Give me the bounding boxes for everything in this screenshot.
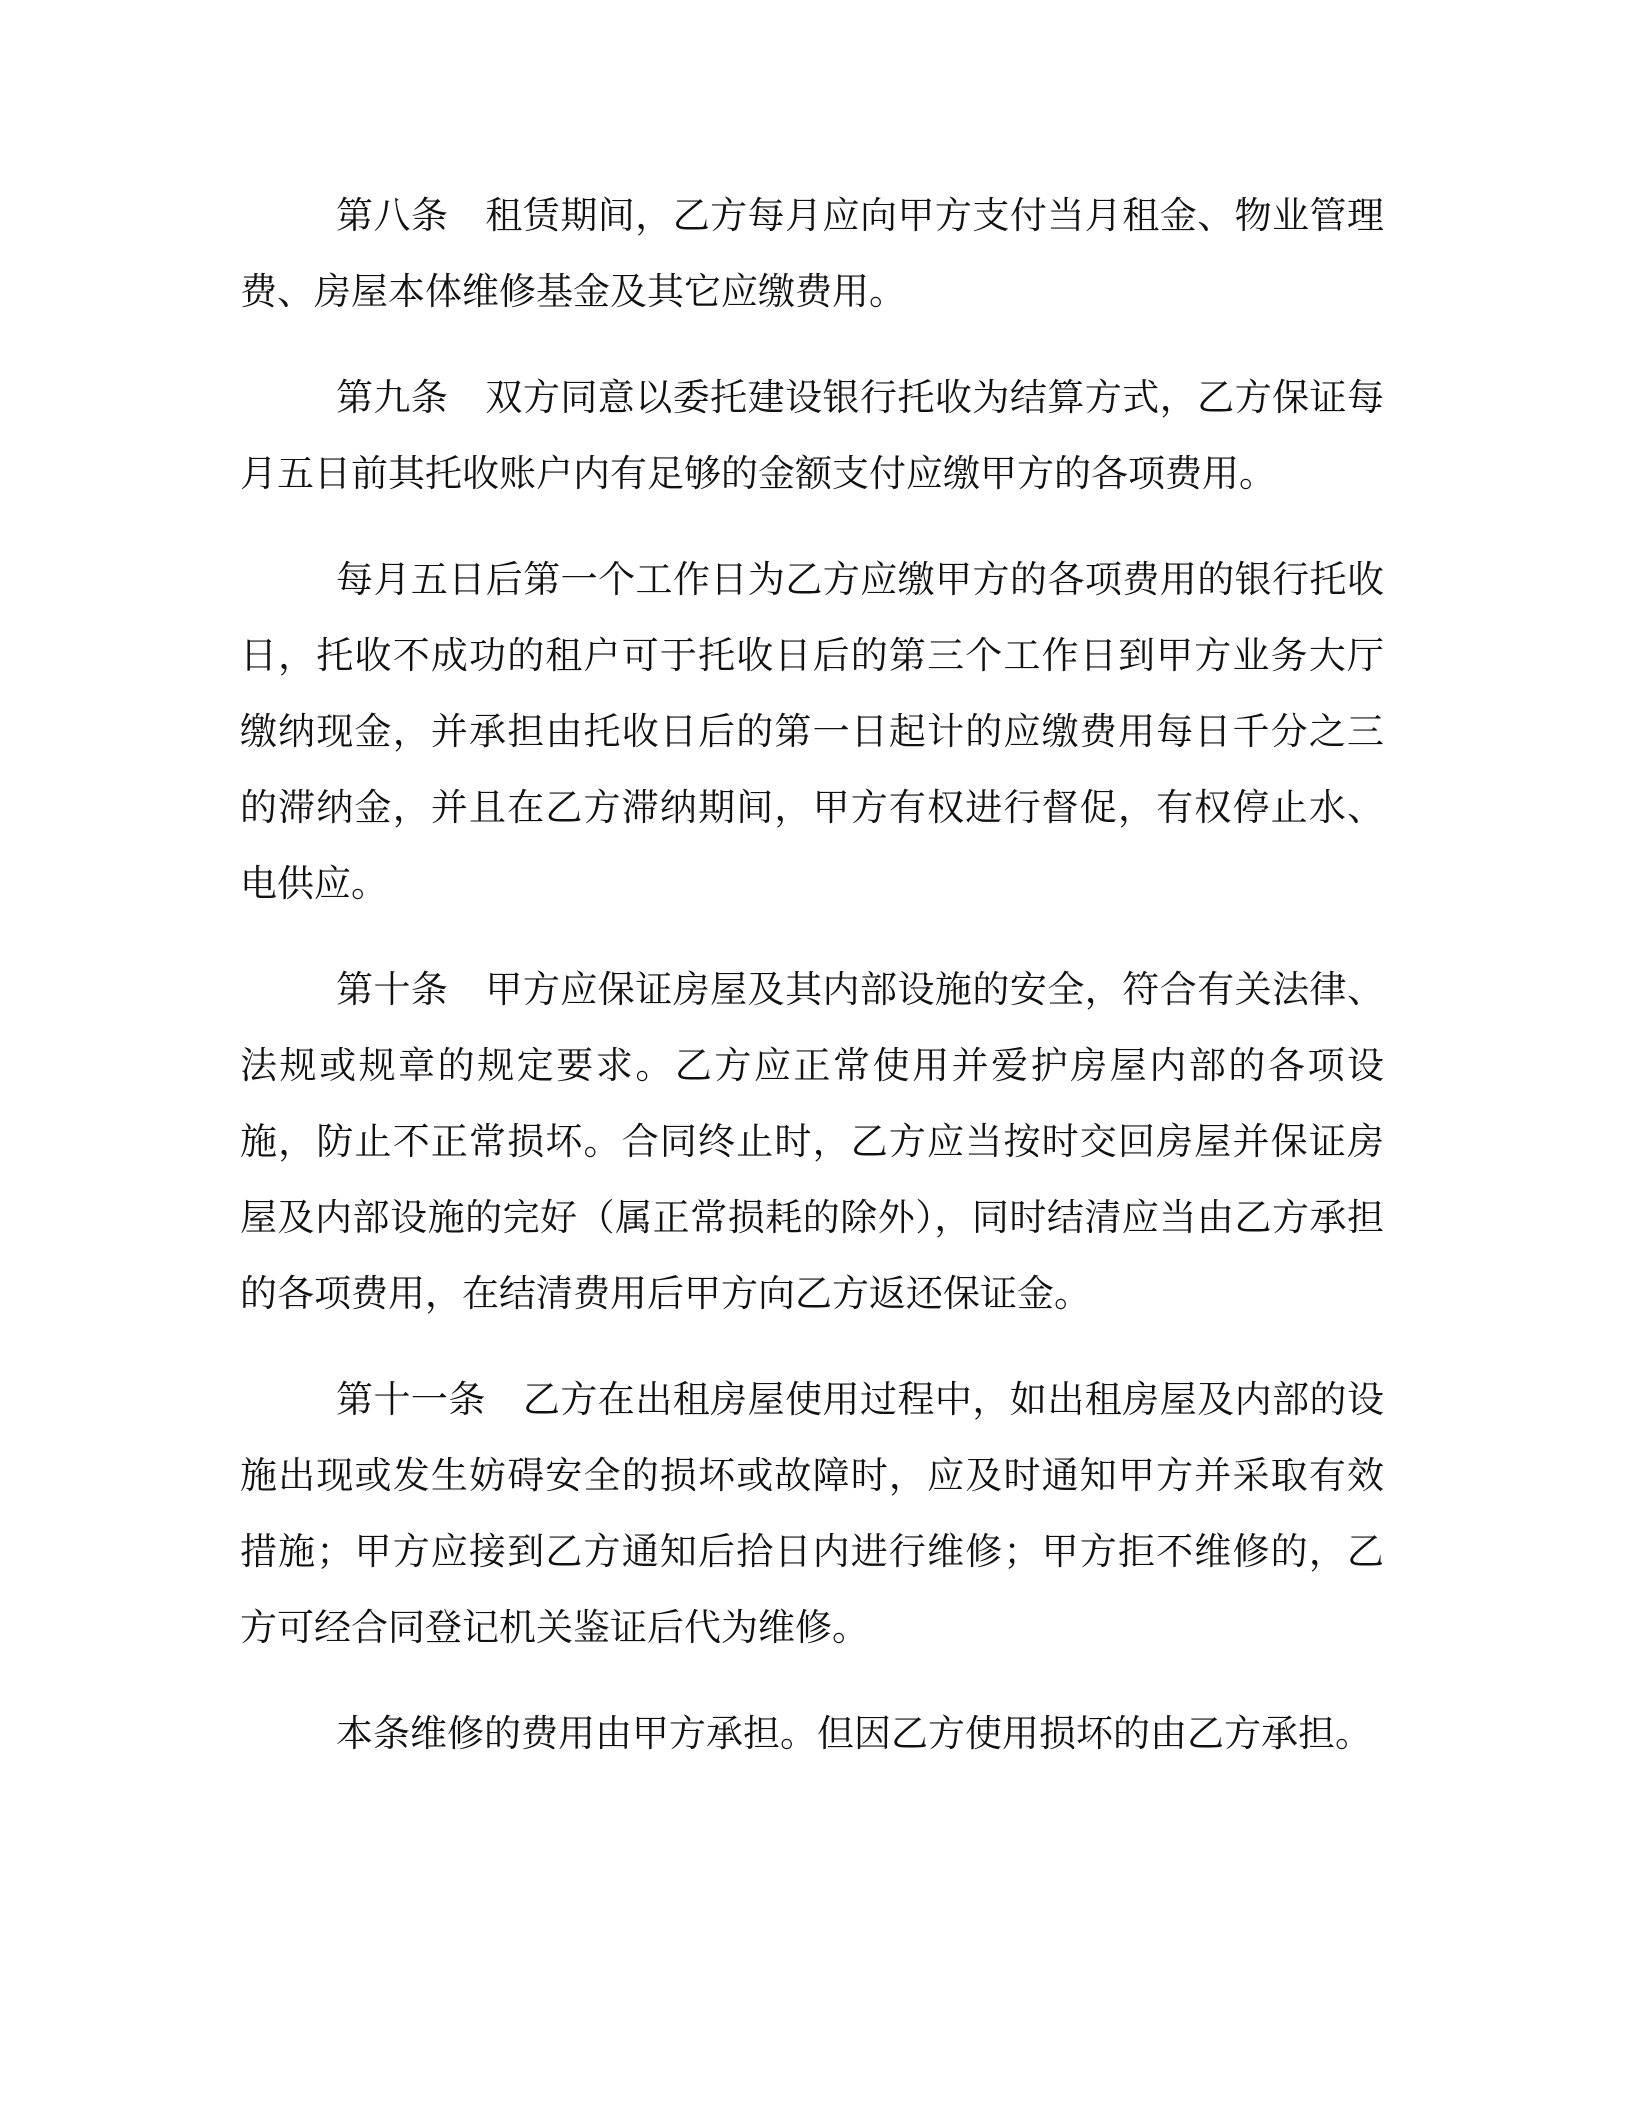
paragraph-text: 甲方应保证房屋及其内部设施的安全，符合有关法律、法规或规章的规定要求。乙方应正常使用并爱护房屋内部的各项设施，防止不正常损坏。合同终止时，乙方应当按时交回房屋并保证房屋及内部设施的完好（属正常损耗的除外），同时结清应当由乙方承担的各项费用，在结清费用后甲方向乙方返还保证金。 xyxy=(240,968,1385,1315)
article-number: 第九条 xyxy=(336,376,449,419)
paragraph-article-11 xyxy=(240,1362,1384,1666)
paragraph-text: 双方同意以委托建设银行托收为结算方式，乙方保证每月五日前其托收账户内有足够的金额支付应缴甲方的各项费用。 xyxy=(240,376,1385,495)
paragraph-collection-terms xyxy=(240,542,1384,922)
paragraph-text: 乙方在出租房屋使用过程中，如出租房屋及内部的设施出现或发生妨碍安全的损坏或故障时，应及时通知甲方并采取有效措施；甲方应接到乙方通知后拾日内进行维修；甲方拒不维修的，乙方可经合同登记机关鉴证后代为维修。 xyxy=(240,1378,1385,1649)
paragraph-article-10 xyxy=(240,952,1384,1332)
document-body xyxy=(240,178,1384,1802)
paragraph-text: 本条维修的费用由甲方承担。但因乙方使用损坏的由乙方承担。 xyxy=(336,1712,1372,1755)
paragraph-text: 租赁期间，乙方每月应向甲方支付当月租金、物业管理费、房屋本体维修基金及其它应缴费用。 xyxy=(240,194,1385,313)
article-number: 第八条 xyxy=(336,194,449,237)
paragraph-article-8 xyxy=(240,178,1384,330)
paragraph-repair-costs xyxy=(240,1696,1384,1772)
article-number: 第十条 xyxy=(336,968,449,1011)
paragraph-text: 每月五日后第一个工作日为乙方应缴甲方的各项费用的银行托收日，托收不成功的租户可于托收日后的第三个工作日到甲方业务大厅缴纳现金，并承担由托收日后的第一日起计的应缴费用每日千分之三的滞纳金，并且在乙方滞纳期间，甲方有权进行督促，有权停止水、电供应。 xyxy=(240,558,1384,905)
paragraph-article-9 xyxy=(240,360,1384,512)
article-number: 第十一条 xyxy=(336,1378,486,1421)
